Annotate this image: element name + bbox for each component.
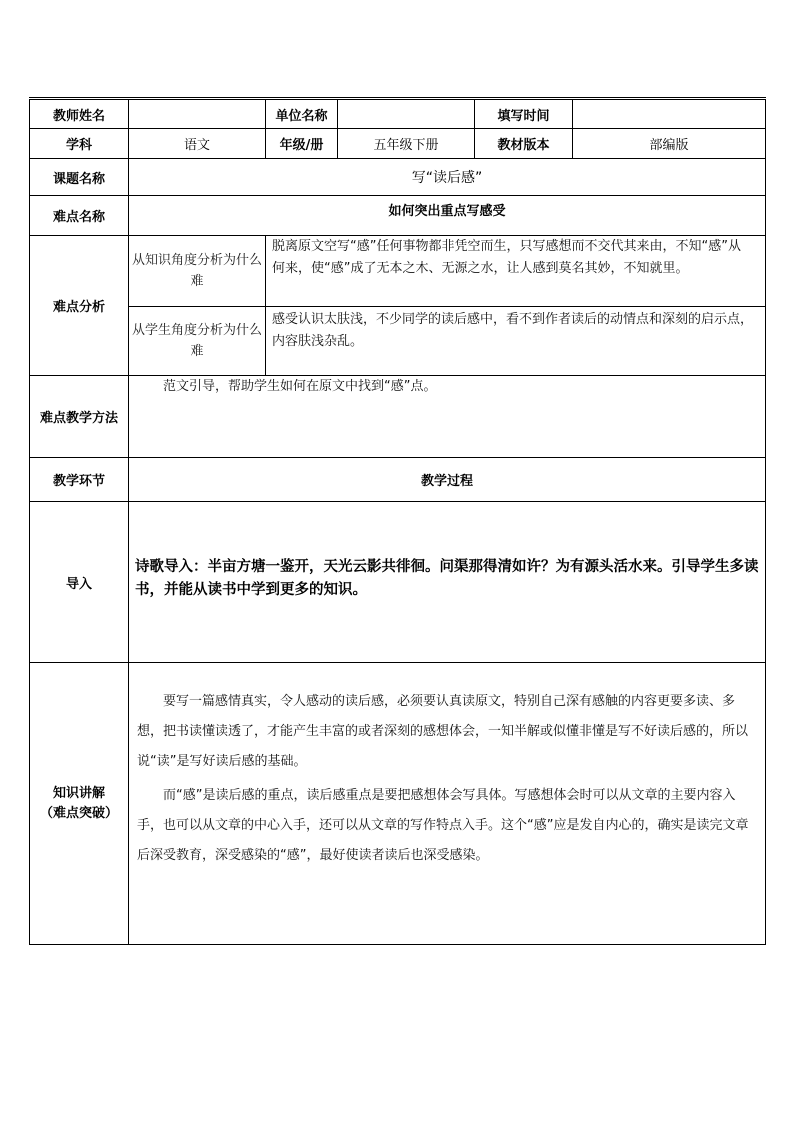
analysis-row-knowledge [30,236,766,307]
process-header-row [30,458,766,502]
grade-label: 年级/册 [266,129,338,159]
unit-name-field[interactable] [338,99,475,129]
fill-date-label: 填写时间 [475,99,573,129]
difficulty-label: 难点名称 [30,196,129,236]
intro-label: 导入 [30,502,129,663]
analysis-label: 难点分析 [30,236,129,376]
edition-label: 教材版本 [475,129,573,159]
fill-date-field[interactable] [573,99,766,129]
knowledge-label-line1: 知识讲解 [52,785,105,801]
method-label: 难点教学方法 [30,376,129,458]
method-row [30,376,766,458]
knowledge-label [30,663,129,945]
knowledge-paragraph-2: 而“感”是读后感的重点，读后感重点是要把感想体会写具体。写感想体会时可以从文章的主要内容入手，也可以从文章的中心入手，还可以从文章的写作特点入手。这个“感”应是发自内心的，确实是读完文章后深受教育，深受感染的“感”，最好使读者读后也深受感染。 [137,788,749,863]
stage-header: 教学环节 [30,458,129,502]
analysis-row-student [30,307,766,376]
subject-value: 语文 [129,129,266,159]
process-header: 教学过程 [129,458,766,502]
knowledge-body [129,663,766,945]
method-text: 范文引导，帮助学生如何在原文中找到“感”点。 [129,376,766,458]
lesson-plan-table [29,97,766,945]
knowledge-angle-label: 从知识角度分析为什么难 [129,236,266,307]
knowledge-label-line2: （难点突破） [39,805,118,821]
knowledge-paragraph-1: 要写一篇感情真实，令人感动的读后感，必须要认真读原文，特别自己深有感触的内容更要多读、多想，把书读懂读透了，才能产生丰富的或者深刻的感想体会，一知半解或似懂非懂是写不好读后感的，所以说“读”是写好读后感的基础。 [137,694,749,769]
subject-label: 学科 [30,129,129,159]
grade-value: 五年级下册 [338,129,475,159]
student-angle-label: 从学生角度分析为什么难 [129,307,266,376]
teacher-name-label: 教师姓名 [30,99,129,129]
info-row [30,129,766,159]
edition-value: 部编版 [573,129,766,159]
student-angle-text: 感受认识太肤浅，不少同学的读后感中，看不到作者读后的动情点和深刻的启示点，内容肤浅杂乱。 [266,307,766,376]
knowledge-angle-text: 脱离原文空写“感”任何事物都非凭空而生，只写感想而不交代其来由，不知“感”从何来，使“感”成了无本之木、无源之水，让人感到莫名其妙，不知就里。 [266,236,766,307]
topic-row [30,159,766,196]
knowledge-row [30,663,766,945]
teacher-name-field[interactable] [129,99,266,129]
difficulty-row [30,196,766,236]
intro-row [30,502,766,663]
topic-value: 写“读后感” [129,159,766,196]
header-row [30,99,766,129]
topic-label: 课题名称 [30,159,129,196]
unit-name-label: 单位名称 [266,99,338,129]
difficulty-value: 如何突出重点写感受 [129,196,766,236]
intro-text: 诗歌导入：半亩方塘一鉴开，天光云影共徘徊。问渠那得清如许？为有源头活水来。引导学生多读书，并能从读书中学到更多的知识。 [129,502,766,663]
